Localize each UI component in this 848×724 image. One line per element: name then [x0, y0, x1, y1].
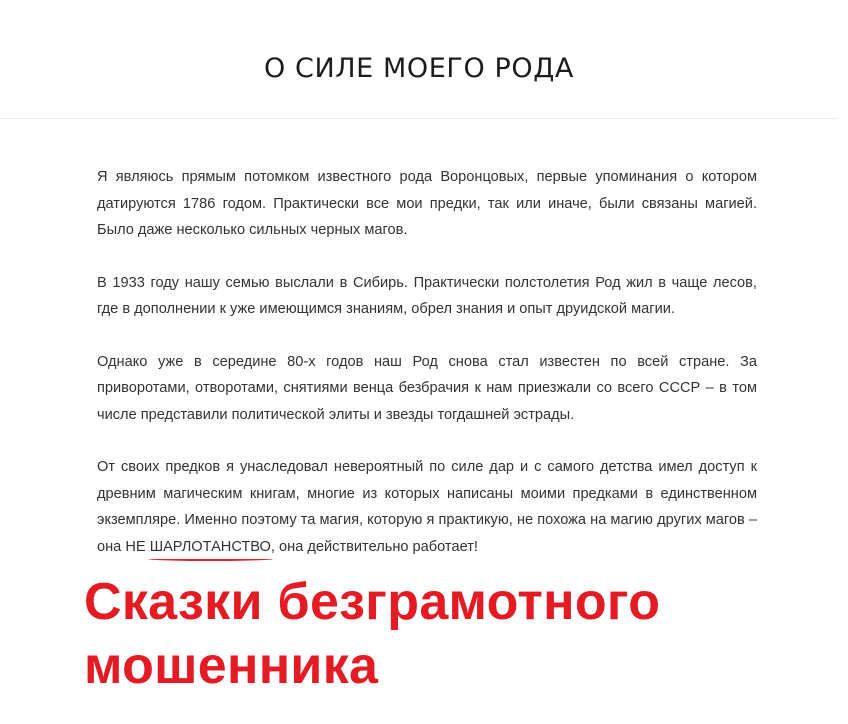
- overlay-caption-line2: мошенника: [84, 637, 379, 695]
- red-underline-annotation: [148, 557, 273, 561]
- article-body: [97, 164, 757, 586]
- paragraph-gift-ending: , она действительно работает!: [270, 538, 478, 555]
- highlighted-word-text: ШАРЛОТАНСТВО: [149, 538, 271, 555]
- paragraph-siberia: В 1933 году нашу семью выслали в Сибирь. Практически полстолетия Род жил в чаще лесов, где в дополнении к уже имеющимся знаниям, обрел знания и опыт друидской магии.: [97, 274, 757, 317]
- page-title: О СИЛЕ МОЕГО РОДА: [263, 53, 575, 84]
- paragraph-gift-text: От своих предков я унаследовал невероятный по силе дар и с самого детства имел доступ к древним магическим книгам, многие из которых написаны моими предками в единственном экземпляре. Именно поэтому та магия, которую я практикую, не похожа на магию других магов – она НЕ: [97, 459, 757, 555]
- paragraph-ancestry: Я являюсь прямым потомком известного рода Воронцовых, первые упоминания о котором датируются 1786 годом. Практически все мои предки, так или иначе, были связаны магией. Было даже несколько сильных черных магов.: [97, 169, 757, 238]
- paragraph-gift: [97, 454, 757, 560]
- overlay-caption-line1: Сказки безграмотного: [84, 573, 661, 631]
- page-header: [0, 0, 838, 119]
- paragraph-fame: Однако уже в середине 80-х годов наш Род снова стал известен по всей стране. За приворотами, отворотами, снятиями венца безбрачия к нам приезжали со всего СССР – в том числе представили политической элиты и звезды тогдашней эстрады.: [97, 353, 757, 423]
- highlighted-word: [150, 539, 271, 555]
- overlay-caption: [84, 570, 824, 698]
